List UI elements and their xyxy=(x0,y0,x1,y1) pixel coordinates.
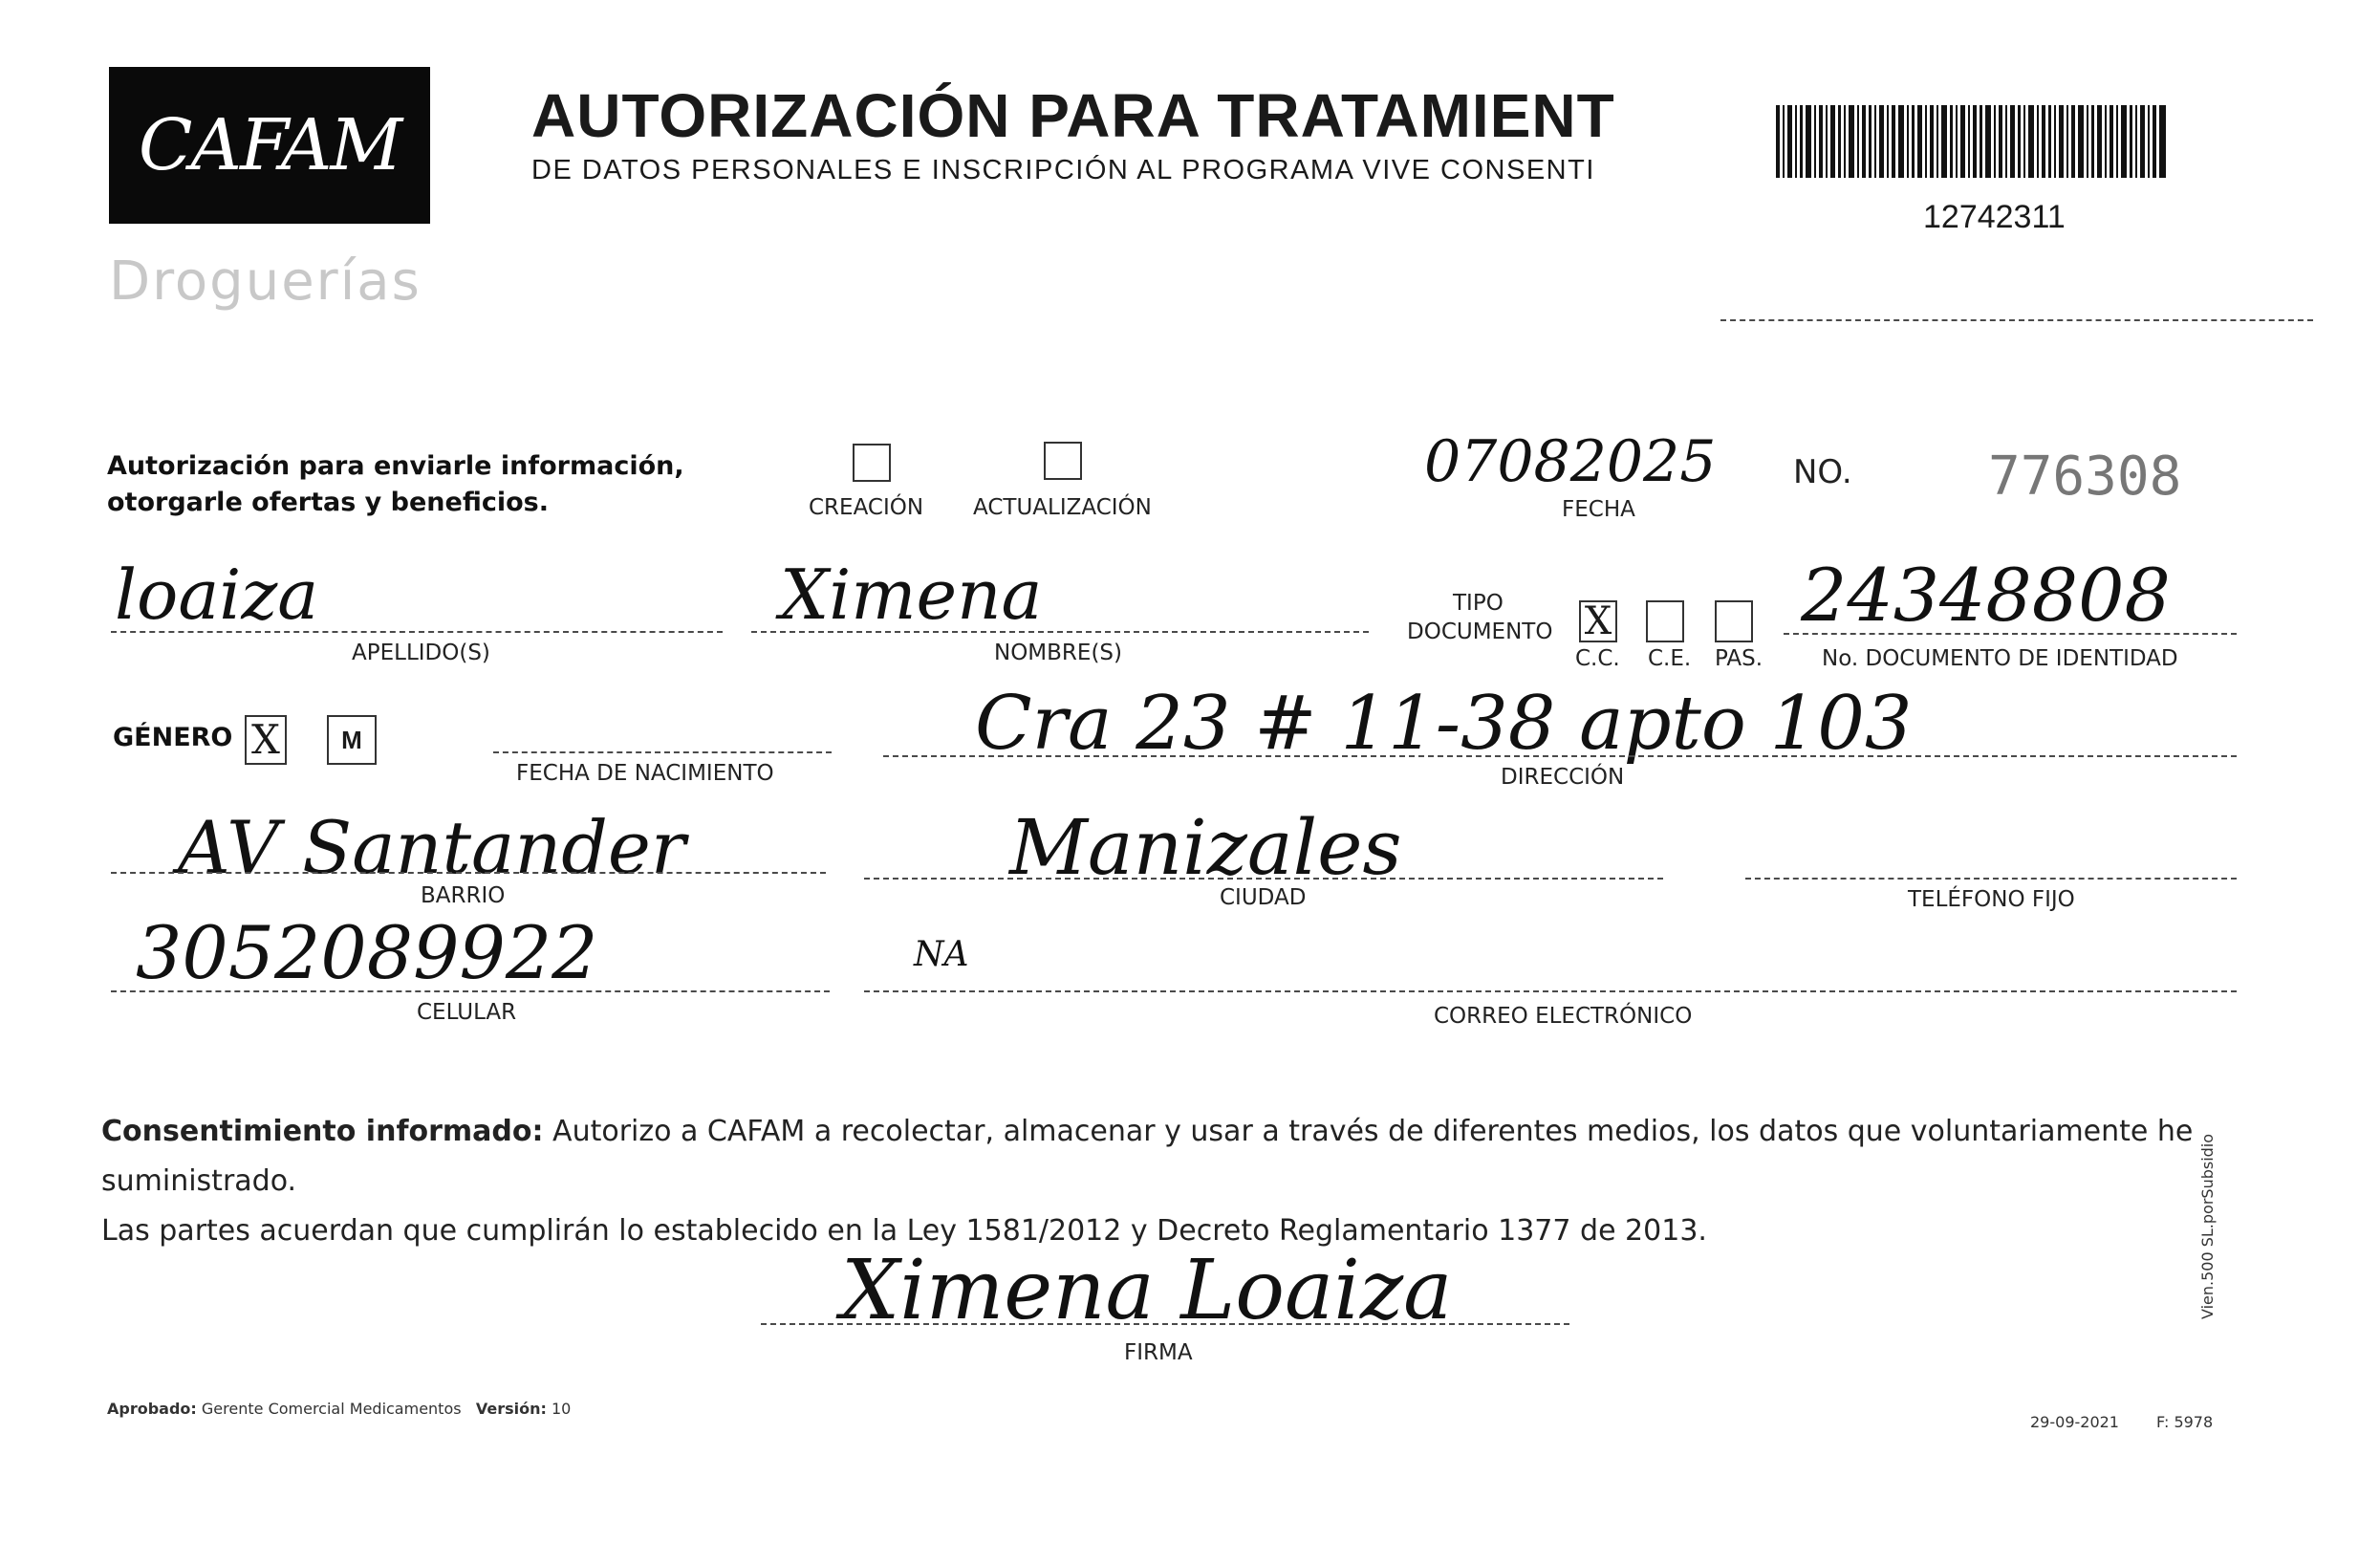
address-label: DIRECCIÓN xyxy=(1501,765,1625,790)
doc-number-line xyxy=(1784,633,2237,635)
creation-checkbox[interactable] xyxy=(853,444,891,482)
barrio-label: BARRIO xyxy=(421,883,506,908)
update-checkbox[interactable] xyxy=(1044,442,1082,480)
email-label: CORREO ELECTRÓNICO xyxy=(1434,1004,1693,1029)
signature: Ximena Loaiza xyxy=(841,1243,1453,1338)
approved-value: Gerente Comercial Medicamentos xyxy=(201,1400,462,1418)
doc-number-value: 24348808 xyxy=(1801,553,2171,638)
footer-approved xyxy=(107,1400,571,1418)
creation-label: CREACIÓN xyxy=(809,495,924,520)
name-value: Ximena xyxy=(780,554,1043,635)
name-line xyxy=(751,631,1369,633)
version-label: Versión: xyxy=(475,1400,547,1418)
doc-cc-label: C.C. xyxy=(1575,646,1620,671)
doc-pas-label: PAS. xyxy=(1715,646,1763,671)
address-value: Cra 23 # 11-38 apto 103 xyxy=(975,681,1913,767)
date-label: FECHA xyxy=(1562,497,1635,522)
barrio-line xyxy=(111,872,826,874)
update-label: ACTUALIZACIÓN xyxy=(973,495,1152,520)
version-value: 10 xyxy=(551,1400,572,1418)
header-divider xyxy=(1720,319,2313,321)
doc-cc-checkbox[interactable]: X xyxy=(1579,600,1617,642)
gender-m-checkbox[interactable]: M xyxy=(327,715,377,765)
surname-value: loaiza xyxy=(115,554,319,635)
intro-line-2: otorgarle ofertas y beneficios. xyxy=(107,488,549,517)
mobile-value: 3052089922 xyxy=(136,910,598,995)
phone-line xyxy=(1745,878,2237,880)
form-number: 776308 xyxy=(1988,446,2182,508)
cafam-logo xyxy=(109,67,430,224)
doc-ce-checkbox[interactable] xyxy=(1646,600,1684,642)
email-line xyxy=(864,990,2237,992)
city-line xyxy=(864,878,1663,880)
mobile-label: CELULAR xyxy=(417,1000,517,1025)
signature-label: FIRMA xyxy=(1124,1340,1193,1365)
logo-subtext: Droguerías xyxy=(109,250,422,313)
gender-label: GÉNERO xyxy=(113,723,233,752)
form-title: AUTORIZACIÓN PARA TRATAMIENT xyxy=(531,81,1615,150)
city-label: CIUDAD xyxy=(1220,885,1307,910)
no-label: NO. xyxy=(1793,453,1852,491)
doc-type-label-1: TIPO xyxy=(1453,591,1504,616)
gender-f-checkbox[interactable]: X xyxy=(245,715,287,765)
birth-label: FECHA DE NACIMIENTO xyxy=(516,761,774,786)
doc-pas-checkbox[interactable] xyxy=(1715,600,1753,642)
name-label: NOMBRE(S) xyxy=(994,641,1122,665)
address-line xyxy=(883,755,2237,757)
footer-form-code: F: 5978 xyxy=(2156,1413,2214,1431)
side-text: Vien.500 SL.porSubsidio xyxy=(2198,1133,2217,1319)
barrio-value: AV Santander xyxy=(178,805,686,890)
consent-text-1: Autorizo a CAFAM a recolectar, almacenar y usar a través de diferentes medios, los datos que voluntariamente he suministrado. xyxy=(101,1115,2194,1198)
doc-type-label-2: DOCUMENTO xyxy=(1407,619,1553,644)
birth-line xyxy=(493,751,832,753)
logo-text: CAFAM xyxy=(138,104,401,186)
intro-line-1: Autorización para enviarle información, xyxy=(107,451,684,481)
consent-heading: Consentimiento informado: xyxy=(101,1115,544,1148)
footer-date-code: 29-09-2021 xyxy=(2030,1413,2119,1431)
form-subtitle: DE DATOS PERSONALES E INSCRIPCIÓN AL PROGRAMA VIVE CONSENTI xyxy=(531,155,1595,185)
surname-line xyxy=(111,631,723,633)
mobile-line xyxy=(111,990,830,992)
doc-number-label: No. DOCUMENTO DE IDENTIDAD xyxy=(1822,646,2178,671)
signature-line xyxy=(761,1323,1569,1325)
city-value: Manizales xyxy=(1009,803,1402,892)
doc-ce-label: C.E. xyxy=(1648,646,1692,671)
phone-label: TELÉFONO FIJO xyxy=(1908,887,2075,912)
barcode-icon xyxy=(1776,105,2166,178)
date-value: 07082025 xyxy=(1424,428,1717,495)
barcode-number: 12742311 xyxy=(1923,199,2066,235)
approved-label: Aprobado: xyxy=(107,1400,197,1418)
surname-label: APELLIDO(S) xyxy=(352,641,490,665)
email-value: NA xyxy=(914,935,969,974)
consent-text-2: Las partes acuerdan que cumplirán lo establecido en la Ley 1581/2012 y Decreto Reglamentario 1377 de 2013. xyxy=(101,1214,1707,1248)
consent-paragraph xyxy=(101,1107,2242,1256)
